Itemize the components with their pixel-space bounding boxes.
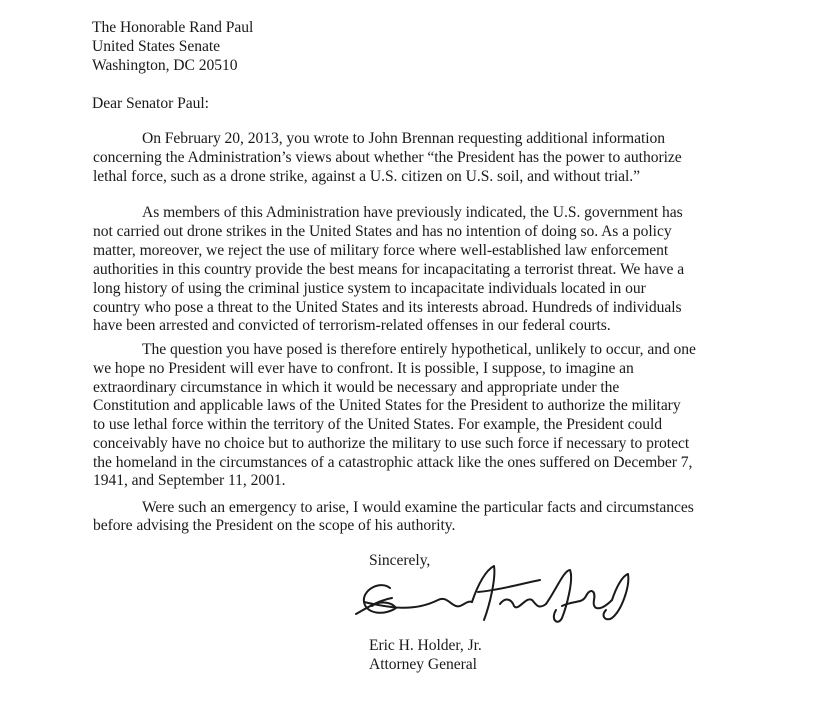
paragraph-2-line-4: authorities in this country provide the best means for incapacitating a terrorist threat. We have a [93, 261, 685, 278]
paragraph-1-line-2: concerning the Administration’s views about whether “the President has the power to authorize [93, 149, 682, 166]
paragraph-2-line-5: long history of using the criminal justice system to incapacitate individuals located in our [93, 280, 646, 297]
paragraph-4-line-1: Were such an emergency to arise, I would examine the particular facts and circumstances [142, 499, 694, 516]
paragraph-3-line-1: The question you have posed is therefore entirely hypothetical, unlikely to occur, and one [142, 341, 696, 358]
paragraph-3-line-6: conceivably have no choice but to authorize the military to use such force if necessary to protect [93, 435, 690, 452]
signature [350, 560, 650, 628]
paragraph-3-line-7: the homeland in the circumstances of a catastrophic attack like the ones suffered on December 7, [93, 454, 693, 471]
paragraph-3-line-3: extraordinary circumstance in which it would be necessary and appropriate under the [93, 379, 620, 396]
paragraph-3-line-5: to use lethal force within the territory of the United States. For example, the President could [93, 416, 663, 433]
closing: Sincerely, [369, 552, 431, 569]
paragraph-3-line-2: we hope no President will ever have to confront. It is possible, I suppose, to imagine an [93, 360, 634, 377]
paragraph-2-line-1: As members of this Administration have previously indicated, the U.S. government has [142, 204, 683, 221]
signer-title: Attorney General [369, 656, 477, 673]
paragraph-2-line-7: have been arrested and convicted of terrorism-related offenses in our federal courts. [93, 317, 611, 334]
recipient-org: United States Senate [92, 38, 221, 55]
paragraph-4-line-2: before advising the President on the scope of his authority. [93, 517, 456, 534]
paragraph-1-line-1: On February 20, 2013, you wrote to John Brennan requesting additional information [142, 130, 666, 147]
paragraph-3-line-8: 1941, and September 11, 2001. [93, 472, 286, 489]
paragraph-2-line-2: not carried out drone strikes in the United States and has no intention of doing so. As a policy [93, 223, 672, 240]
paragraph-3-line-4: Constitution and applicable laws of the United States for the President to authorize the military [93, 397, 681, 414]
paragraph-1-line-3: lethal force, such as a drone strike, against a U.S. citizen on U.S. soil, and without trial.” [93, 168, 641, 185]
paragraph-2-line-6: country who pose a threat to the United States and its interests abroad. Hundreds of individuals [93, 299, 682, 316]
salutation: Dear Senator Paul: [92, 95, 209, 112]
signer-name: Eric H. Holder, Jr. [369, 637, 482, 654]
paragraph-2-line-3: matter, moreover, we reject the use of military force where well-established law enforcement [93, 242, 669, 259]
recipient-name: The Honorable Rand Paul [92, 19, 254, 36]
recipient-city: Washington, DC 20510 [92, 57, 238, 74]
